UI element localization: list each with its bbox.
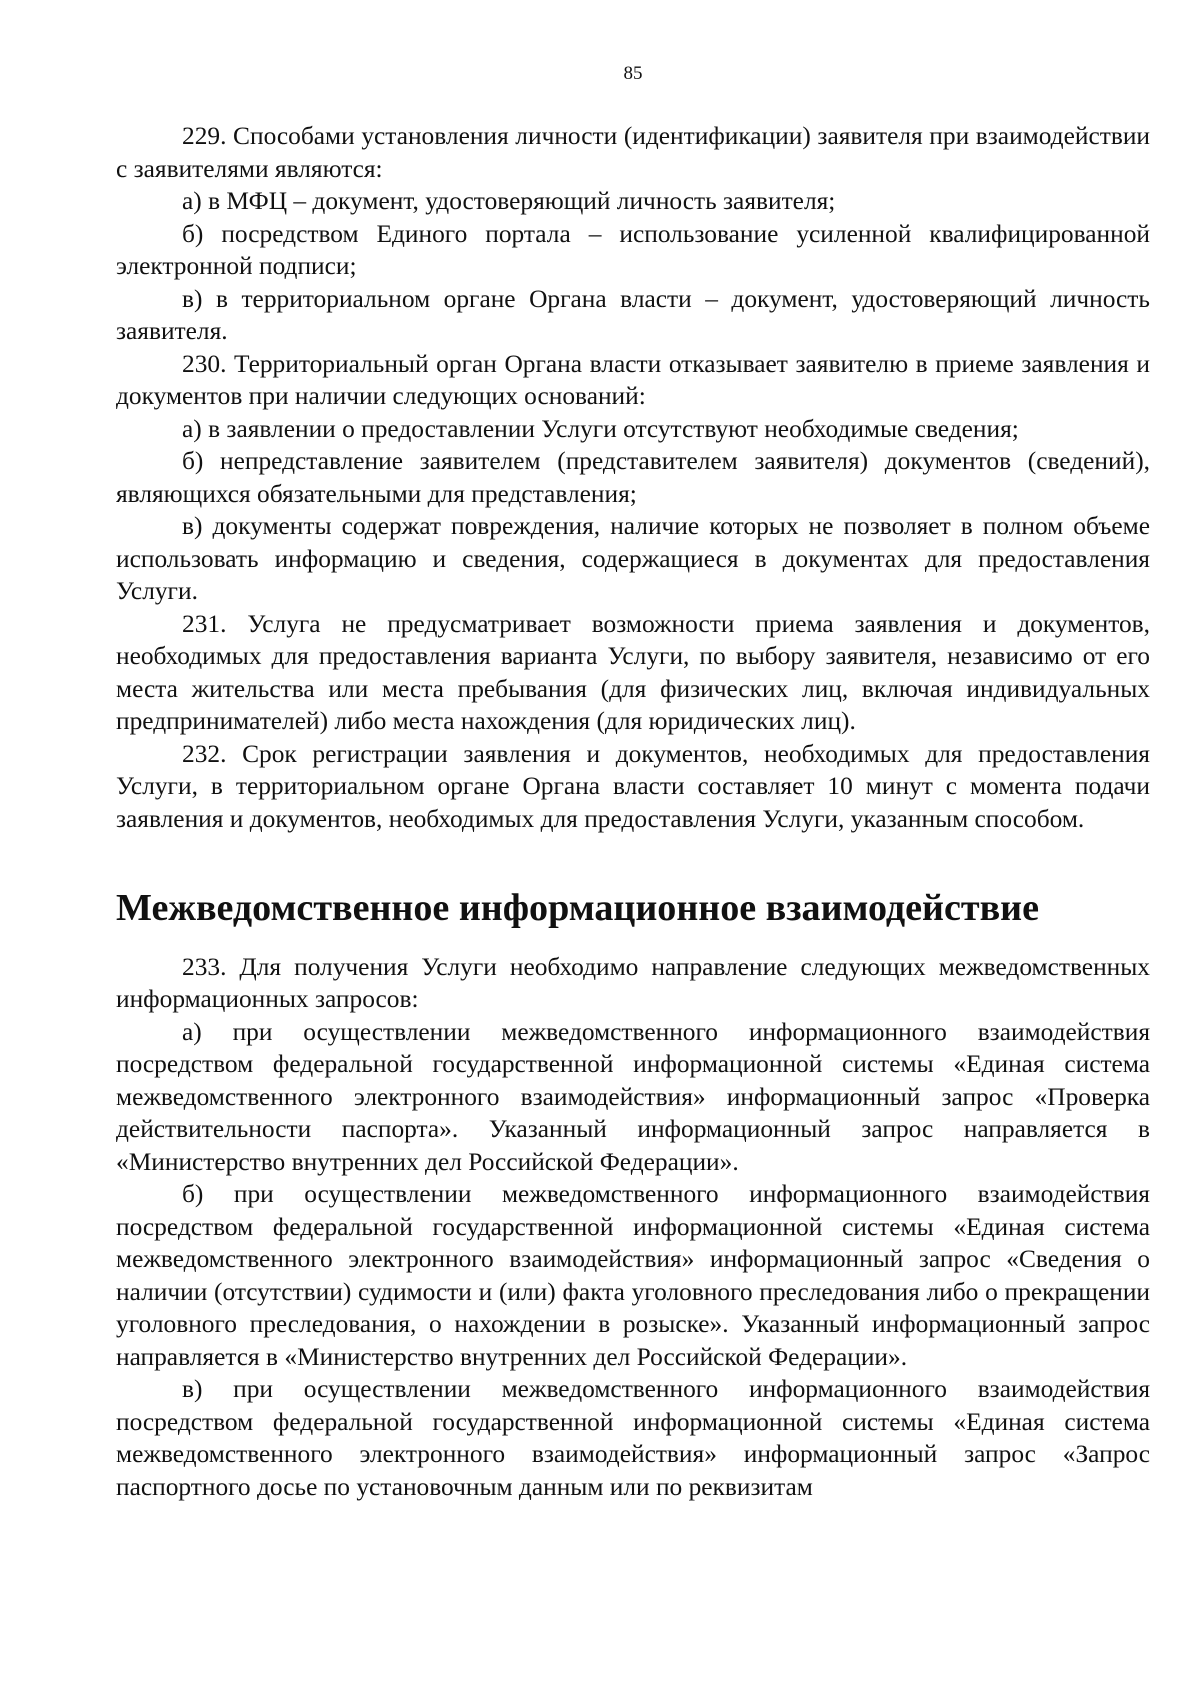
section-heading: Межведомственное информационное взаимодействие bbox=[116, 887, 1040, 929]
paragraph-230-b: б) непредставление заявителем (представителем заявителя) документов (сведений), являющихся обязательными для представления; bbox=[116, 447, 1150, 508]
paragraph-230: 230. Территориальный орган Органа власти отказывает заявителю в приеме заявления и документов при наличии следующих оснований: bbox=[116, 349, 1150, 410]
paragraph-229-v: в) в территориальном органе Органа власти – документ, удостоверяющий личность заявителя. bbox=[116, 284, 1150, 345]
document-page bbox=[116, 62, 1150, 1503]
paragraph-230-a: а) в заявлении о предоставлении Услуги отсутствуют необходимые сведения; bbox=[182, 414, 1019, 443]
page-number: 85 bbox=[623, 63, 643, 84]
paragraph-232: 232. Срок регистрации заявления и документов, необходимых для предоставления Услуги, в территориальном органе Органа власти составляет 10 минут с момента подачи заявления и документов, необходимых для предоставления Услуги, указанным способом. bbox=[116, 739, 1150, 833]
paragraph-233-a: а) при осуществлении межведомственного информационного взаимодействия посредством федеральной государственной информационной системы «Единая система межведомственного электронного взаимодействия» информационный запрос «Проверка действительности паспорта». Указанный информационный запрос направляется в «Министерство внутренних дел Российской Федерации». bbox=[116, 1017, 1150, 1176]
paragraph-231: 231. Услуга не предусматривает возможности приема заявления и документов, необходимых для предоставления варианта Услуги, по выбору заявителя, независимо от его места жительства или места пребывания (для физических лиц, включая индивидуальных предпринимателей) либо места нахождения (для юридических лиц). bbox=[116, 609, 1150, 735]
paragraph-229-b: б) посредством Единого портала – использование усиленной квалифицированной электронной подписи; bbox=[116, 219, 1150, 280]
paragraph-233: 233. Для получения Услуги необходимо направление следующих межведомственных информационных запросов: bbox=[116, 952, 1150, 1013]
section-spacer bbox=[116, 835, 1150, 863]
paragraph-229-a: а) в МФЦ – документ, удостоверяющий личность заявителя; bbox=[182, 187, 836, 215]
paragraph-233-v: в) при осуществлении межведомственного информационного взаимодействия посредством федеральной государственной информационной системы «Единая система межведомственного электронного взаимодействия» информационный запрос «Запрос паспортного досье по установочным данным или по реквизитам bbox=[116, 1375, 1150, 1501]
paragraph-229: 229. Способами установления личности (идентификации) заявителя при взаимодействии с заявителями являются: bbox=[116, 122, 1150, 183]
paragraph-230-v: в) документы содержат повреждения, наличие которых не позволяет в полном объеме использовать информацию и сведения, содержащиеся в документах для предоставления Услуги. bbox=[116, 512, 1150, 605]
paragraph-233-b: б) при осуществлении межведомственного информационного взаимодействия посредством федеральной государственной информационной системы «Единая система межведомственного электронного взаимодействия» информационный запрос «Сведения о наличии (отсутствии) судимости и (или) факта уголовного преследования либо о прекращении уголовного преследования, о нахождении в розыске». Указанный информационный запрос направляется в «Министерство внутренних дел Российской Федерации». bbox=[116, 1180, 1150, 1371]
